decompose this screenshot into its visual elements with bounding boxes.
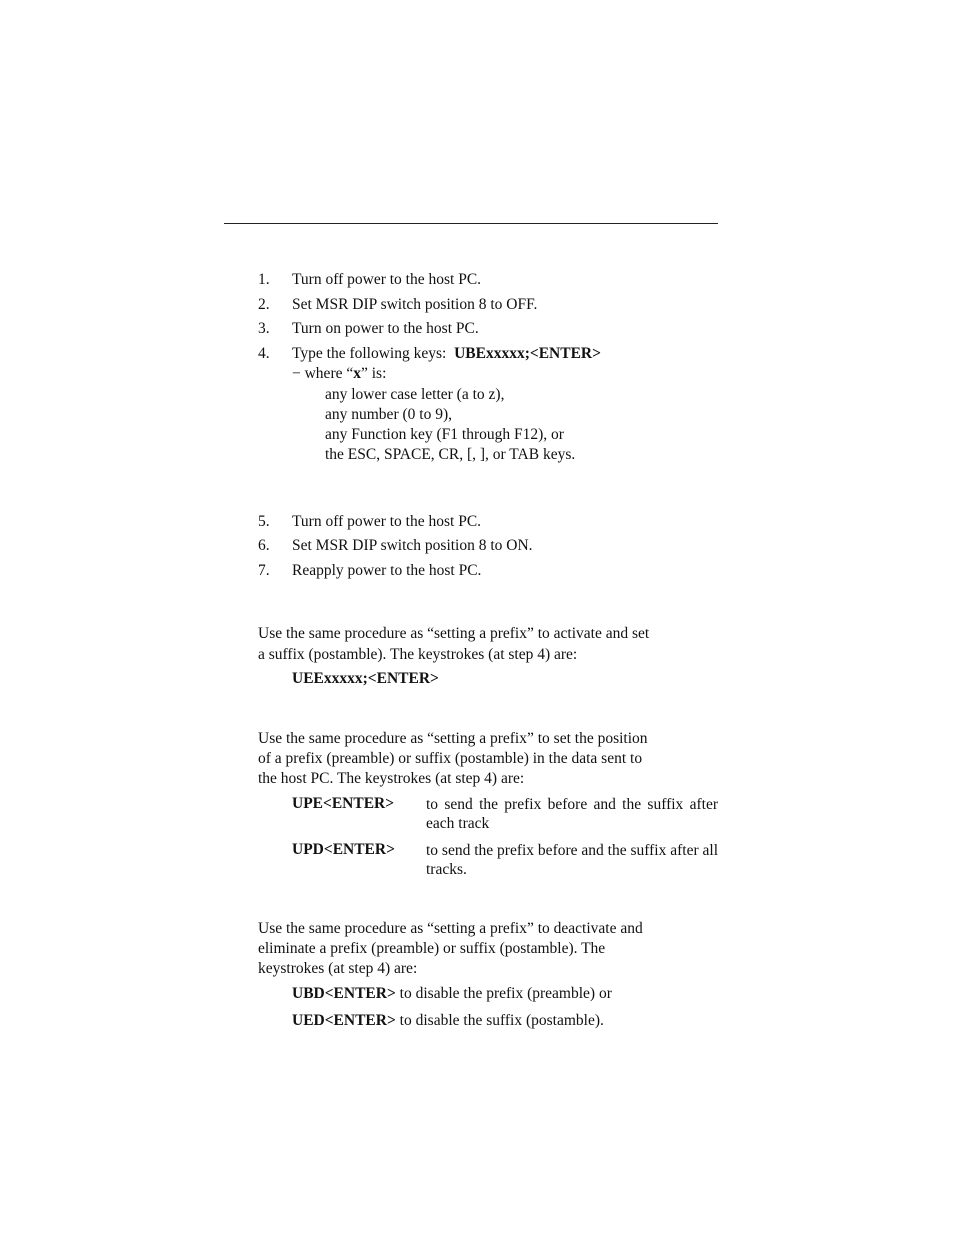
upd-keystroke: UPD<ENTER> <box>292 841 395 858</box>
step-text: Set MSR DIP switch position 8 to ON. <box>292 537 533 554</box>
ued-keystroke: UED<ENTER> <box>292 1012 396 1029</box>
suffix-paragraph-line-1: Use the same procedure as “setting a prefix” to activate and set <box>258 625 650 642</box>
suffix-keys <box>292 669 439 689</box>
option-letter: any lower case letter (a to z), <box>325 386 505 403</box>
header-rule <box>224 223 718 224</box>
where-x: x <box>353 365 361 382</box>
ued-description: to disable the suffix (postamble). <box>399 1012 604 1029</box>
ued-line <box>292 1011 604 1031</box>
ubd-line <box>292 984 612 1004</box>
step-text: Set MSR DIP switch position 8 to OFF. <box>292 296 538 313</box>
step-number: 3. <box>258 320 270 337</box>
suffix-paragraph-line-2: a suffix (postamble). The keystrokes (at step 4) are: <box>258 646 578 663</box>
step-number: 2. <box>258 296 270 313</box>
step-text: Turn off power to the host PC. <box>292 271 482 288</box>
step-text: Turn off power to the host PC. <box>292 513 482 530</box>
step-number: 5. <box>258 513 270 530</box>
step-number: 4. <box>258 345 270 362</box>
upd-key <box>292 840 395 860</box>
upe-description: to send the prefix before and the suffix after each track <box>426 796 718 832</box>
position-paragraph-line-3: the host PC. The keystrokes (at step 4) are: <box>258 770 525 787</box>
step-number: 6. <box>258 537 270 554</box>
deactivate-paragraph-line-2: eliminate a prefix (preamble) or suffix (postamble). The <box>258 940 606 957</box>
step-number: 7. <box>258 562 270 579</box>
where-suffix: ” is: <box>361 365 387 382</box>
option-function-key: any Function key (F1 through F12), or <box>325 426 564 443</box>
where-line <box>292 364 386 384</box>
step-text: Reapply power to the host PC. <box>292 562 482 579</box>
option-special-keys: the ESC, SPACE, CR, [, ], or TAB keys. <box>325 446 576 463</box>
upd-description: to send the prefix before and the suffix after all tracks. <box>426 842 718 878</box>
position-paragraph-line-1: Use the same procedure as “setting a prefix” to set the position <box>258 730 648 747</box>
upe-keystroke: UPE<ENTER> <box>292 795 395 812</box>
deactivate-paragraph-line-3: keystrokes (at step 4) are: <box>258 960 418 977</box>
suffix-keystroke: UEExxxxx;<ENTER> <box>292 670 439 687</box>
option-number: any number (0 to 9), <box>325 406 452 423</box>
ubd-keystroke: UBD<ENTER> <box>292 985 396 1002</box>
upe-key <box>292 794 394 814</box>
step-4-intro: Type the following keys: <box>292 345 447 362</box>
step-text <box>292 344 601 364</box>
step-4-keys: UBExxxxx;<ENTER> <box>454 345 601 362</box>
deactivate-paragraph-line-1: Use the same procedure as “setting a prefix” to deactivate and <box>258 920 643 937</box>
where-prefix: − where “ <box>292 365 354 382</box>
step-number: 1. <box>258 271 270 288</box>
step-text: Turn on power to the host PC. <box>292 320 479 337</box>
position-paragraph-line-2: of a prefix (preamble) or suffix (postamble) in the data sent to <box>258 750 643 767</box>
ubd-description: to disable the prefix (preamble) or <box>399 985 612 1002</box>
